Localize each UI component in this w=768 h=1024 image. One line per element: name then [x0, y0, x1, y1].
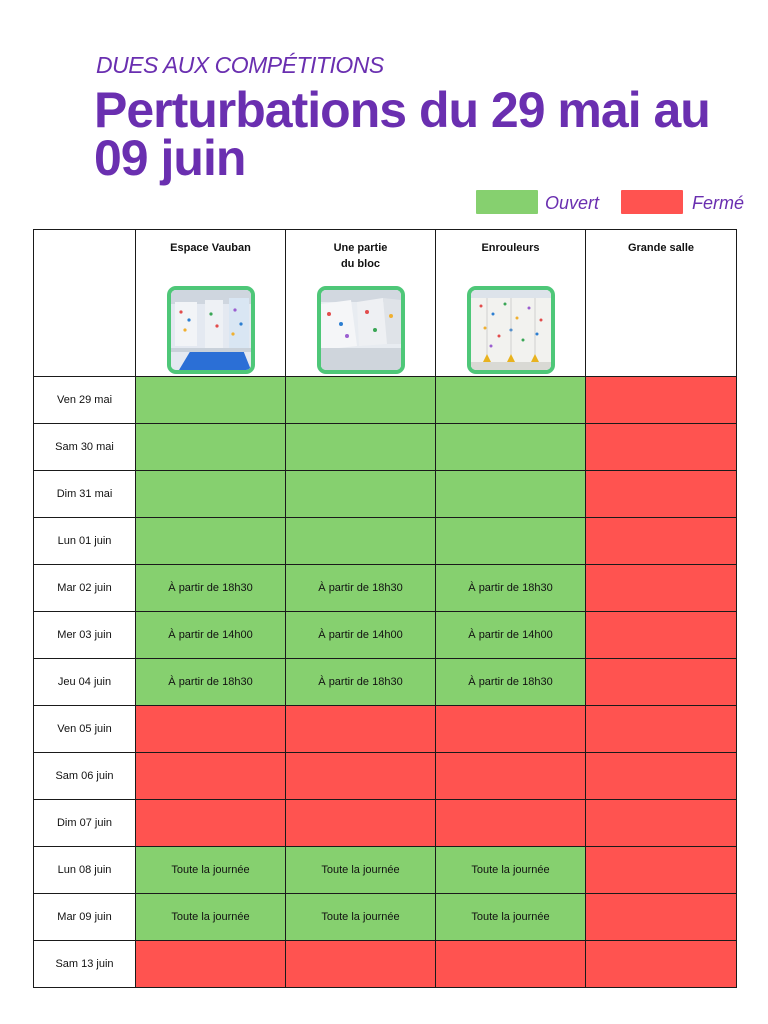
status-cell-open [286, 424, 436, 471]
status-cell-open [436, 518, 586, 565]
status-cell-closed [586, 800, 737, 847]
status-cell-open [436, 424, 586, 471]
day-label: Mar 09 juin [34, 894, 136, 941]
column-title: Grande salle [627, 242, 695, 254]
column-header-grande-salle [586, 230, 737, 377]
status-cell-open [136, 424, 286, 471]
status-cell-open [436, 377, 586, 424]
day-label: Sam 13 juin [34, 941, 136, 988]
header-corner-cell [34, 230, 136, 377]
status-cell-closed [136, 706, 286, 753]
status-cell-open: À partir de 18h30 [436, 565, 586, 612]
status-cell-closed [586, 847, 737, 894]
photo-enrouleurs [467, 286, 555, 374]
status-cell-closed [286, 941, 436, 988]
status-cell-closed [286, 753, 436, 800]
table-row [34, 894, 737, 941]
status-cell-open [286, 518, 436, 565]
status-cell-open [136, 471, 286, 518]
table-row [34, 941, 737, 988]
status-cell-closed [586, 424, 737, 471]
status-cell-open [286, 377, 436, 424]
legend-open-swatch [476, 190, 538, 214]
photo-partie-bloc [317, 286, 405, 374]
table-row [34, 706, 737, 753]
status-cell-open: À partir de 14h00 [436, 612, 586, 659]
day-label: Dim 31 mai [34, 471, 136, 518]
status-cell-closed [436, 941, 586, 988]
column-title: Une partie du bloc [333, 242, 388, 270]
photo-espace-vauban [167, 286, 255, 374]
legend-closed-label: Fermé [692, 193, 745, 213]
status-cell-closed [586, 659, 737, 706]
status-cell-open [136, 377, 286, 424]
status-cell-open: Toute la journée [286, 894, 436, 941]
status-cell-closed [586, 706, 737, 753]
legend-closed-swatch [621, 190, 683, 214]
status-cell-closed [586, 471, 737, 518]
column-header-enrouleurs [436, 230, 586, 377]
table-row [34, 471, 737, 518]
day-label: Ven 05 juin [34, 706, 136, 753]
table-row [34, 377, 737, 424]
status-cell-open: À partir de 18h30 [286, 565, 436, 612]
schedule-body [34, 377, 737, 988]
column-header-partie-bloc [286, 230, 436, 377]
status-cell-closed [586, 565, 737, 612]
status-cell-open [286, 471, 436, 518]
column-title: Espace Vauban [170, 242, 251, 254]
table-row [34, 659, 737, 706]
table-row [34, 518, 737, 565]
schedule-table [33, 229, 737, 988]
page-title: Perturbations du 29 mai au 09 juin [94, 82, 710, 186]
day-label: Jeu 04 juin [34, 659, 136, 706]
status-cell-open: Toute la journée [436, 847, 586, 894]
status-cell-closed [586, 518, 737, 565]
status-cell-open [136, 518, 286, 565]
table-row [34, 847, 737, 894]
day-label: Lun 08 juin [34, 847, 136, 894]
status-cell-open: Toute la journée [136, 894, 286, 941]
status-cell-closed [286, 706, 436, 753]
status-cell-open: Toute la journée [436, 894, 586, 941]
status-cell-open: À partir de 14h00 [136, 612, 286, 659]
status-cell-open: À partir de 18h30 [436, 659, 586, 706]
table-row [34, 612, 737, 659]
table-row [34, 565, 737, 612]
status-cell-closed [586, 941, 737, 988]
status-cell-closed [136, 941, 286, 988]
status-cell-open [436, 471, 586, 518]
status-cell-open: À partir de 18h30 [136, 565, 286, 612]
legend-open-label: Ouvert [545, 193, 600, 213]
day-label: Lun 01 juin [34, 518, 136, 565]
status-cell-closed [436, 800, 586, 847]
status-cell-closed [436, 753, 586, 800]
status-cell-closed [286, 800, 436, 847]
status-cell-open: À partir de 18h30 [286, 659, 436, 706]
status-cell-open: Toute la journée [286, 847, 436, 894]
day-label: Mar 02 juin [34, 565, 136, 612]
status-cell-open: À partir de 14h00 [286, 612, 436, 659]
day-label: Dim 07 juin [34, 800, 136, 847]
day-label: Sam 30 mai [34, 424, 136, 471]
status-cell-closed [586, 894, 737, 941]
status-cell-closed [586, 753, 737, 800]
status-cell-closed [586, 612, 737, 659]
status-cell-closed [136, 753, 286, 800]
header-kicker: DUES AUX COMPÉTITIONS [96, 52, 384, 78]
table-row [34, 424, 737, 471]
status-cell-closed [586, 377, 737, 424]
status-cell-open: À partir de 18h30 [136, 659, 286, 706]
status-cell-closed [136, 800, 286, 847]
status-cell-open: Toute la journée [136, 847, 286, 894]
day-label: Sam 06 juin [34, 753, 136, 800]
day-label: Ven 29 mai [34, 377, 136, 424]
column-title: Enrouleurs [481, 242, 540, 254]
table-row [34, 800, 737, 847]
table-header-row [34, 230, 737, 377]
status-cell-closed [436, 706, 586, 753]
day-label: Mer 03 juin [34, 612, 136, 659]
table-row [34, 753, 737, 800]
column-header-espace-vauban [136, 230, 286, 377]
